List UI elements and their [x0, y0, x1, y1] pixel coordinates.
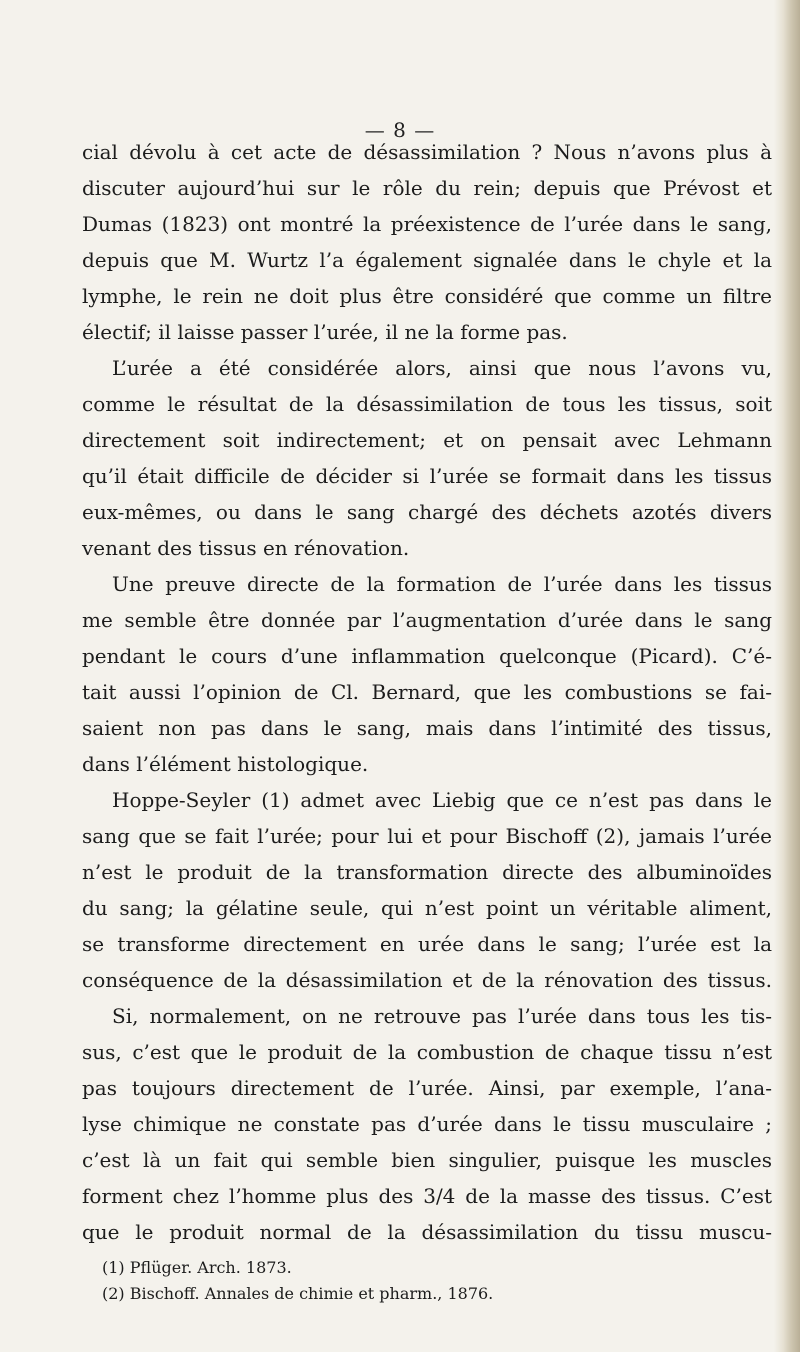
text-line: saient non pas dans le sang, mais dans l’intimité des tissus,	[82, 716, 772, 740]
text-line: depuis que M. Wurtz l’a également signalée dans le chyle et la	[82, 248, 772, 272]
text-line: eux-mêmes, ou dans le sang chargé des déchets azotés divers	[82, 500, 772, 524]
text-line: lyse chimique ne constate pas d’urée dans le tissu musculaire ;	[82, 1112, 772, 1136]
text-line: discuter aujourd’hui sur le rôle du rein; depuis que Prévost et	[82, 176, 772, 200]
text-line: venant des tissus en rénovation.	[82, 536, 410, 560]
text-line: c’est là un fait qui semble bien singulier, puisque les muscles	[82, 1148, 772, 1172]
text-line: me semble être donnée par l’augmentation d’urée dans le sang	[82, 608, 772, 632]
paragraph-start-line: L’urée a été considérée alors, ainsi que nous l’avons vu,	[112, 356, 772, 380]
text-line: dans l’élément histologique.	[82, 752, 369, 776]
text-line: que le produit normal de la désassimilation du tissu muscu-	[82, 1220, 772, 1244]
text-line: se transforme directement en urée dans le sang; l’urée est la	[82, 932, 772, 956]
paragraph-start-line: Une preuve directe de la formation de l’urée dans les tissus	[112, 572, 772, 596]
footnote-1: (1) Pflüger. Arch. 1873.	[102, 1258, 292, 1277]
text-line: qu’il était difficile de décider si l’urée se formait dans les tissus	[82, 464, 772, 488]
text-line: sang que se fait l’urée; pour lui et pour Bischoff (2), jamais l’urée	[82, 824, 772, 848]
paragraph-start-line: Hoppe-Seyler (1) admet avec Liebig que ce n’est pas dans le	[112, 788, 772, 812]
text-line: conséquence de la désassimilation et de la rénovation des tissus.	[82, 968, 772, 992]
paragraph-start-line: Si, normalement, on ne retrouve pas l’urée dans tous les tis-	[112, 1004, 772, 1028]
text-line: cial dévolu à cet acte de désassimilation ? Nous n’avons plus à	[82, 140, 772, 164]
footnote-2: (2) Bischoff. Annales de chimie et pharm., 1876.	[102, 1284, 494, 1303]
page-edge-shadow	[774, 0, 800, 1352]
text-line: Dumas (1823) ont montré la préexistence de l’urée dans le sang,	[82, 212, 772, 236]
text-line: sus, c’est que le produit de la combustion de chaque tissu n’est	[82, 1040, 772, 1064]
text-line: pendant le cours d’une inflammation quelconque (Picard). C’é-	[82, 644, 772, 668]
text-line: forment chez l’homme plus des 3/4 de la masse des tissus. C’est	[82, 1184, 772, 1208]
text-line: directement soit indirectement; et on pensait avec Lehmann	[82, 428, 772, 452]
text-line: n’est le produit de la transformation directe des albuminoïdes	[82, 860, 772, 884]
text-line: comme le résultat de la désassimilation de tous les tissus, soit	[82, 392, 772, 416]
text-line: du sang; la gélatine seule, qui n’est point un véritable aliment,	[82, 896, 772, 920]
text-line: lymphe, le rein ne doit plus être considéré que comme un filtre	[82, 284, 772, 308]
text-line: pas toujours directement de l’urée. Ainsi, par exemple, l’ana-	[82, 1076, 772, 1100]
text-line: électif; il laisse passer l’urée, il ne la forme pas.	[82, 320, 568, 344]
page-number: — 8 —	[364, 118, 436, 142]
text-line: tait aussi l’opinion de Cl. Bernard, que les combustions se fai-	[82, 680, 772, 704]
